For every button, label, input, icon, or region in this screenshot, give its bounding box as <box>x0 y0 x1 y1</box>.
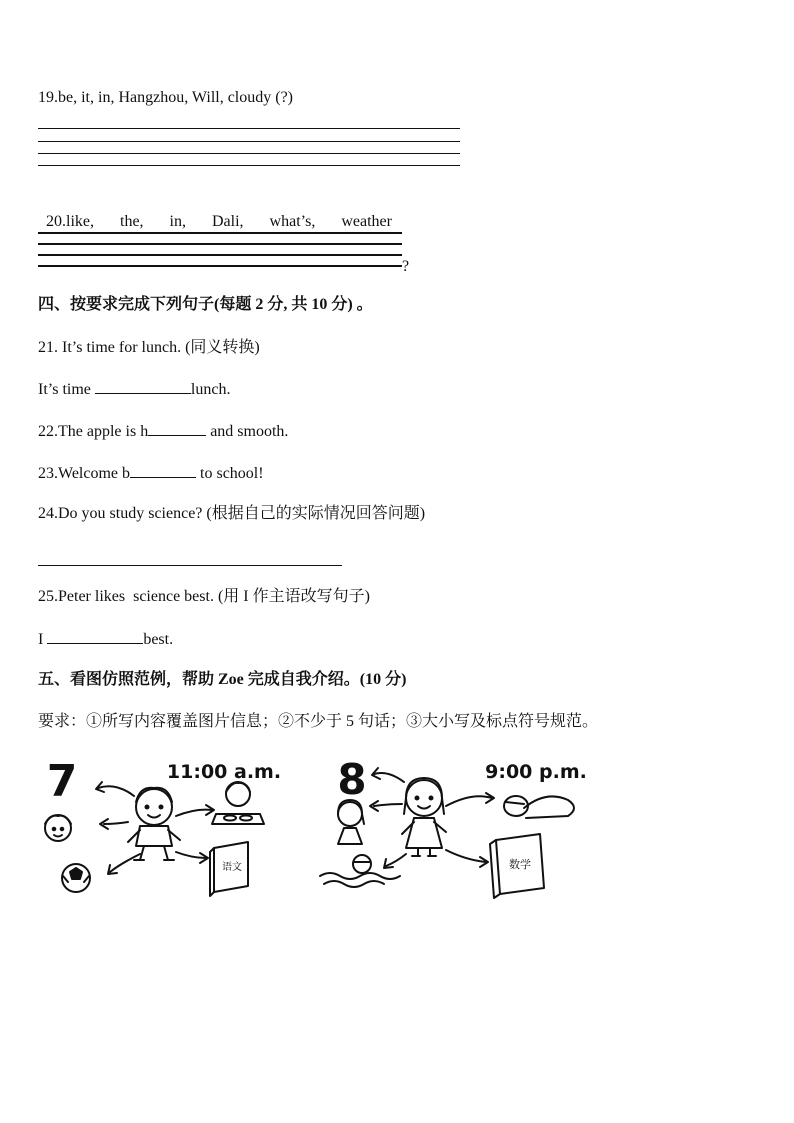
question-end: to school! <box>196 465 264 482</box>
answer-end: best. <box>143 631 174 648</box>
word: in, <box>169 213 186 230</box>
blank[interactable] <box>148 421 206 436</box>
illustration-right <box>310 752 600 902</box>
small-boy-face <box>45 815 71 841</box>
section-4-title: 四、按要求完成下列句子(每题 2 分, 共 10 分) 。 <box>38 296 373 313</box>
answer-line[interactable] <box>38 565 342 566</box>
question-23 <box>38 463 264 484</box>
football-icon <box>62 864 90 892</box>
word: like, <box>66 213 94 230</box>
question-mark: ? <box>402 258 410 275</box>
answer-line[interactable] <box>38 165 460 166</box>
blank[interactable] <box>47 629 143 644</box>
small-girl <box>338 800 364 844</box>
answer-line[interactable] <box>38 254 402 256</box>
answer-line[interactable] <box>38 232 402 234</box>
answer-line[interactable] <box>38 141 460 142</box>
word: Dali, <box>212 213 244 230</box>
arrow-icon <box>104 822 128 824</box>
arrow-icon <box>386 854 406 866</box>
answer-end: lunch. <box>190 381 231 398</box>
word: the, <box>120 213 144 230</box>
word: what’s, <box>269 213 316 230</box>
arrow-icon <box>446 796 492 806</box>
age-number: 7 <box>46 756 78 807</box>
answer-start: It’s time <box>38 381 95 398</box>
age-number: 8 <box>337 755 367 804</box>
boy-figure <box>128 788 180 860</box>
sleeping-girl <box>504 796 574 818</box>
answer-25 <box>38 629 173 650</box>
question-number: 20. <box>46 213 66 230</box>
section-5-requirement: 要求：①所写内容覆盖图片信息；②不少于 5 句话；③大小写及标点符号规范。 <box>38 713 599 730</box>
eating-boy <box>212 782 264 824</box>
girl-figure <box>402 778 446 856</box>
question-22 <box>38 421 288 442</box>
swimming-person <box>320 855 400 887</box>
question-20 <box>38 192 392 232</box>
question-start: 23.Welcome b <box>38 465 131 482</box>
time-label: 9:00 p.m. <box>485 761 587 783</box>
question-25: 25.Peter likes science best. (用 I 作主语改写句子) <box>38 588 370 605</box>
book-label: 数学 <box>509 858 531 871</box>
time-label: 11:00 a.m. <box>166 761 282 783</box>
answer-start: I <box>38 631 48 648</box>
question-24: 24.Do you study science? (根据自己的实际情况回答问题) <box>38 505 426 522</box>
answer-line[interactable] <box>38 243 402 245</box>
answer-21 <box>38 379 230 400</box>
arrow-icon <box>110 854 140 872</box>
blank[interactable] <box>130 463 196 478</box>
illustration-left <box>36 752 300 902</box>
book-label: 语文 <box>222 862 242 873</box>
question-end: and smooth. <box>206 423 289 440</box>
question-start: 22.The apple is h <box>38 423 149 440</box>
word: weather <box>341 213 392 230</box>
blank[interactable] <box>95 379 191 394</box>
answer-line[interactable] <box>38 265 402 267</box>
answer-line[interactable] <box>38 153 460 154</box>
arrow-icon <box>374 804 402 806</box>
section-5-title: 五、看图仿照范例，帮助 Zoe 完成自我介绍。(10 分) <box>38 671 407 688</box>
question-21: 21. It’s time for lunch. (同义转换) <box>38 339 260 356</box>
question-19: 19.be, it, in, Hangzhou, Will, cloudy (?) <box>38 89 294 106</box>
answer-line[interactable] <box>38 128 460 129</box>
